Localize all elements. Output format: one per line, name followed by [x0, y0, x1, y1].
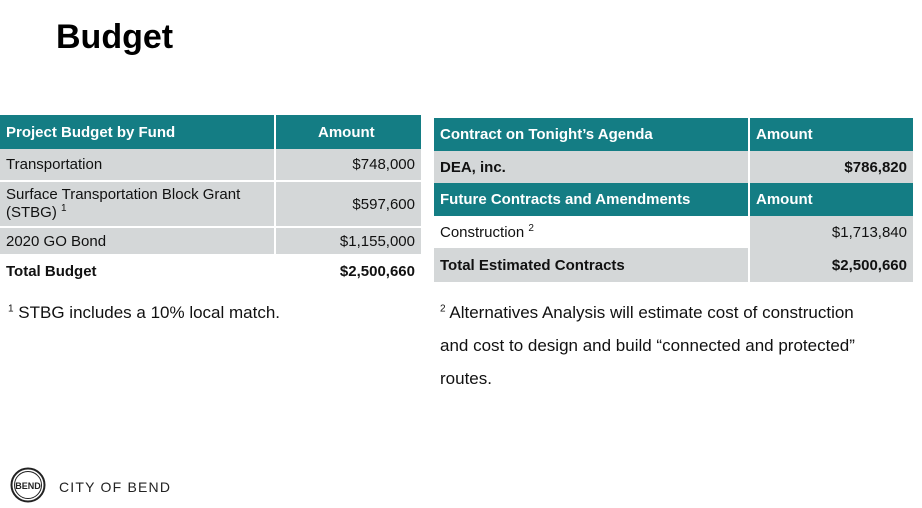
footnote-marker: 1	[61, 203, 67, 214]
row-label: DEA, inc.	[440, 158, 506, 176]
footnote-line: routes.	[440, 369, 492, 388]
total-row	[434, 248, 913, 282]
table-row	[0, 227, 421, 255]
row-amount: $1,155,000	[275, 227, 421, 255]
footnote-text: Alternatives Analysis will estimate cost of construction	[449, 303, 854, 322]
footnote-marker: 2	[440, 303, 446, 315]
table-header-row	[0, 115, 421, 149]
footnote-marker: 2	[528, 222, 534, 234]
row-label: 2020 GO Bond	[0, 227, 275, 255]
row-amount: $786,820	[749, 151, 913, 183]
project-budget-table	[0, 115, 421, 287]
contracts-table	[434, 118, 913, 282]
row-label	[0, 181, 275, 227]
row-label-text: Surface Transportation Block Grant (STBG)	[6, 186, 241, 221]
total-amount: $2,500,660	[749, 248, 913, 282]
row-amount: $748,000	[275, 149, 421, 181]
bend-seal-icon	[10, 467, 46, 503]
row-amount: $597,600	[275, 181, 421, 227]
total-row	[0, 255, 421, 287]
header-amount: Amount	[749, 183, 913, 216]
table-row	[0, 149, 421, 181]
table-row	[0, 181, 421, 227]
row-label	[434, 216, 749, 248]
header-future: Future Contracts and Amendments	[434, 183, 749, 216]
page-title: Budget	[56, 18, 174, 56]
seal-text: BEND	[15, 481, 41, 491]
row-label-text: Construction	[440, 223, 525, 241]
total-label: Total Estimated Contracts	[440, 256, 625, 274]
footnote-line: and cost to design and build “connected and protected”	[440, 336, 855, 355]
header-amount: Amount	[749, 118, 913, 151]
row-amount: $1,713,840	[749, 216, 913, 248]
total-label: Total Budget	[6, 263, 97, 280]
table-header-row	[434, 183, 913, 216]
header-amount: Amount	[275, 115, 421, 149]
header-contract: Contract on Tonight’s Agenda	[434, 118, 749, 151]
footnote-text: STBG includes a 10% local match.	[18, 303, 281, 322]
header-fund: Project Budget by Fund	[0, 115, 275, 149]
table-row	[434, 151, 913, 183]
right-footnote	[440, 296, 855, 395]
table-header-row	[434, 118, 913, 151]
footnote-line	[440, 296, 855, 329]
row-label: Transportation	[0, 149, 275, 181]
total-amount: $2,500,660	[339, 263, 415, 280]
footnote-marker: 1	[8, 303, 14, 315]
city-of-bend-logo-text: CITY OF BEND	[59, 479, 172, 495]
left-footnote	[8, 303, 280, 323]
table-row	[434, 216, 913, 248]
